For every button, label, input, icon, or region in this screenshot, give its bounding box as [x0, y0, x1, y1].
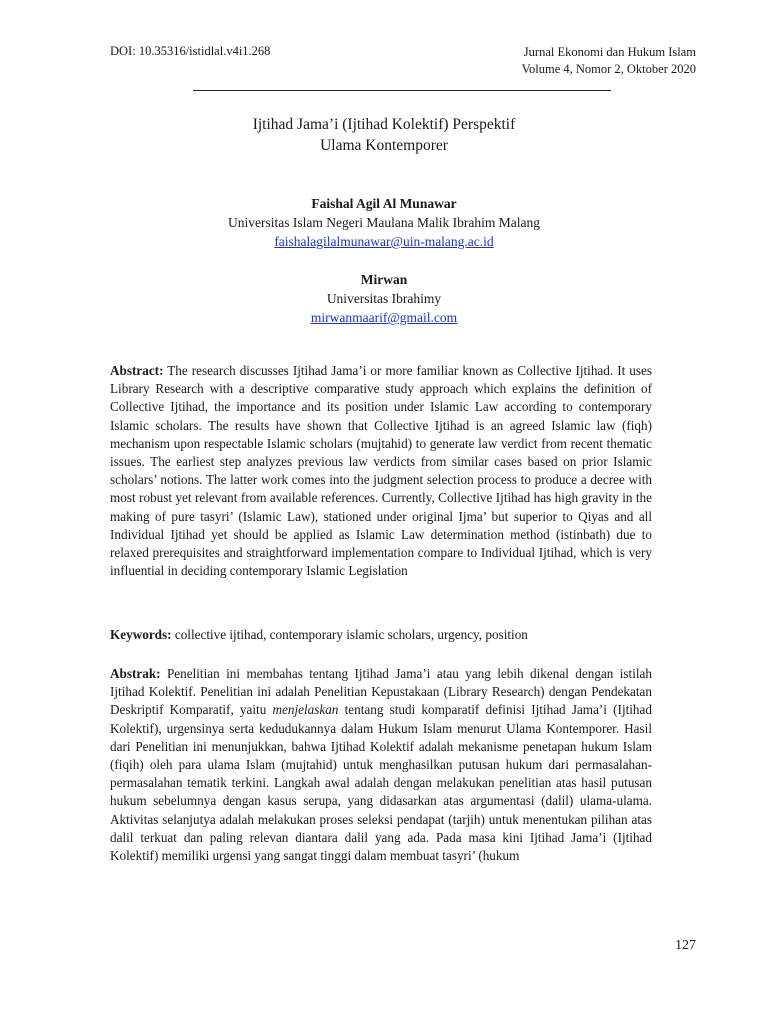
author-email-link[interactable]: faishalagilalmunawar@uin-malang.ac.id [274, 234, 494, 249]
author-affiliation: Universitas Ibrahimy [326, 291, 442, 306]
header-divider [193, 90, 611, 91]
keywords-text: collective ijtihad, contemporary islamic scholars, urgency, position [171, 627, 528, 642]
title-line-1: Ijtihad Jama’i (Ijtihad Kolektif) Perspektif [252, 116, 516, 133]
keywords-label: Keywords: [110, 627, 172, 642]
abstract-label: Abstract: [110, 363, 164, 378]
page-number: 127 [675, 938, 696, 953]
journal-info [522, 44, 696, 78]
author-name: Mirwan [360, 272, 408, 287]
author-affiliation: Universitas Islam Negeri Maulana Malik Ibrahim Malang [228, 215, 540, 230]
abstrak-text-part-2: tentang studi komparatif definisi Ijtihad Jama’i (Ijtihad Kolektif), urgensinya serta kedudukannya dalam Hukum Islam menurut Ulama Kontemporer. Hasil dari Penelitian ini menunjukkan, bahwa Ijtihad Kolektif adalah mekanisme penetapan hukum Islam (fiqih) oleh para ulama Islam (mujtahid) untuk menghasilkan putusan hukum dari permasalahan-permasalahan tematik terkini. Langkah awal adalah dengan melakukan penelitian atas hasil putusan hukum sebelumnya dengan kasus serupa, yang didasarkan atas argumentasi (dalil) ulama-ulama. Aktivitas selanjutya adalah melakukan proses seleksi pendapat (tarjih) untuk menentukan pilihan atas dalil terkuat dan paling relevan diantara dalil yang ada. Pada masa kini Ijtihad Jama’i (Ijtihad Kolektif) memiliki urgensi yang sangat tinggi dalam membuat tasyri’ (hukum [110, 702, 652, 864]
journal-volume: Volume 4, Nomor 2, Oktober 2020 [521, 62, 696, 76]
paper-title [60, 114, 708, 156]
abstrak-label: Abstrak: [110, 666, 161, 681]
abstract-english [110, 362, 652, 580]
title-line-2: Ulama Kontemporer [320, 137, 448, 154]
author-block-1 [60, 194, 708, 251]
journal-name: Jurnal Ekonomi dan Hukum Islam [523, 45, 696, 59]
abstrak-italic-term: menjelaskan [272, 702, 339, 718]
abstract-text: The research discusses Ijtihad Jama’i or more familiar known as Collective Ijtihad. It uses Library Research with a descriptive comparative study approach which explains the definition of Collective Ijtihad, the importance and its position under Islamic Law according to contemporary Islamic scholars. The results have shown that Collective Ijtihad is an agreed Islamic law (fiqh) mechanism upon respectable Islamic scholars (mujtahid) to generate law verdict from recent thematic issues. The earliest step analyzes previous law verdicts from similar cases based on prior Islamic scholars’ notions. The latter work comes into the judgment selection process to produce a decree with most robust yet relevant from available references. Currently, Collective Ijtihad has high gravity in the making of pure tasyri’ (Islamic Law), stationed under original Ijma’ but superior to Qiyas and all Individual Ijtihad yet should be applied as Islamic Law determination method (istinbath) due to relaxed prerequisites and straightforward implementation compare to Individual Ijtihad, which is very influential in deciding contemporary Islamic Legislation [110, 363, 652, 579]
keywords [110, 626, 652, 644]
author-name: Faishal Agil Al Munawar [311, 196, 457, 211]
author-block-2 [60, 270, 708, 327]
author-email-link[interactable]: mirwanmaarif@gmail.com [310, 310, 458, 325]
abstract-indonesian [110, 665, 652, 865]
doi-text: DOI: 10.35316/istidlal.v4i1.268 [110, 44, 271, 58]
abstrak-text-part-1: Penelitian ini membahas tentang Ijtihad Jama’i atau yang lebih dikenal dengan istilah Ijtihad Kolektif. Penelitian ini adalah Penelitian Kepustakaan (Library Research) dengan Pendekatan Deskriptif Komparatif, yaitu [110, 666, 652, 718]
